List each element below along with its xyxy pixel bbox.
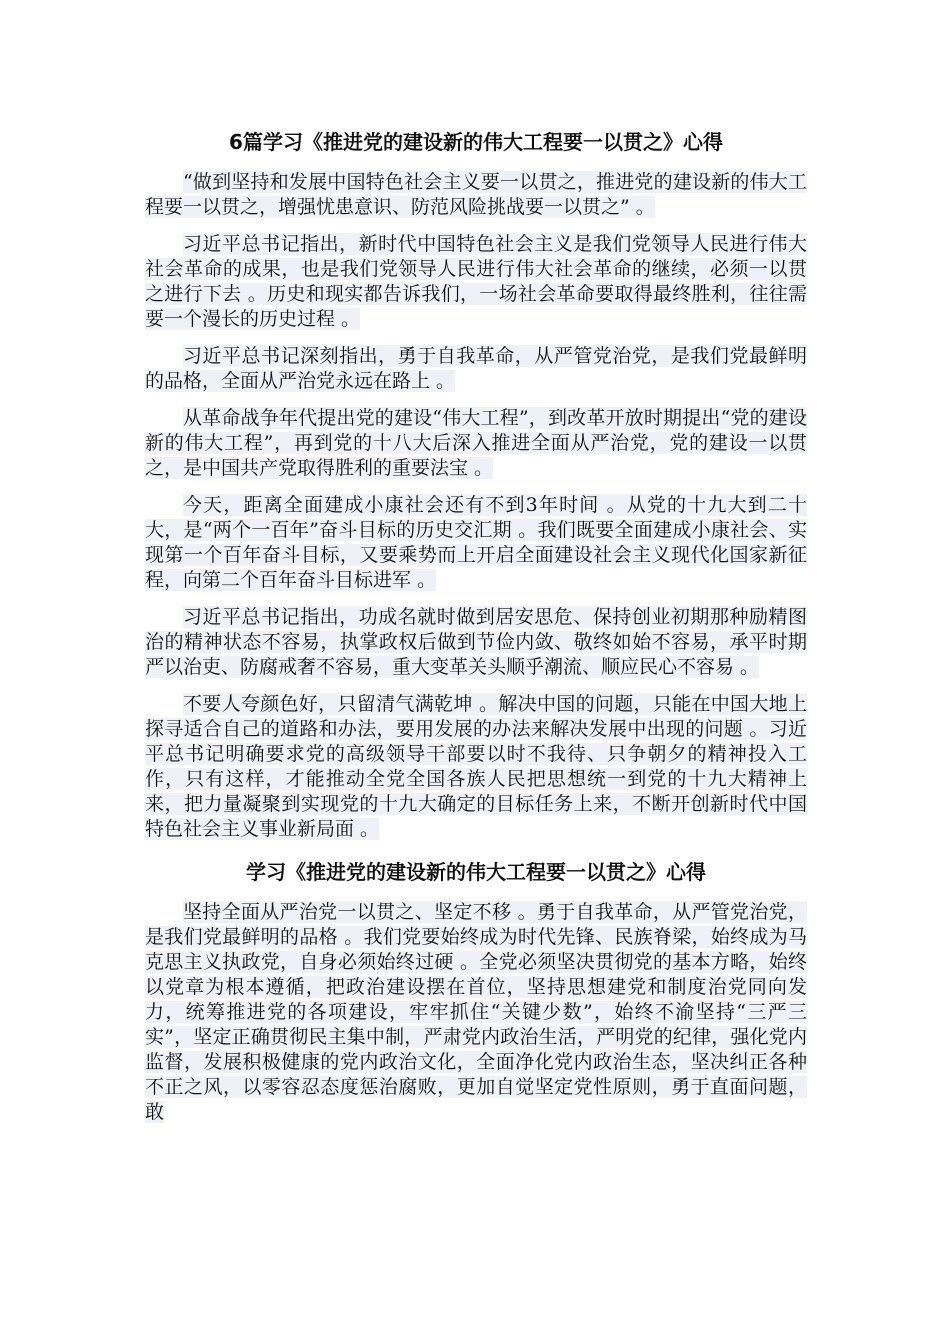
paragraph-text: 坚持全面从严治党一以贯之、坚定不移 。勇于自我革命，从严管党治党，是我们党最鲜明的品格 。我们党要始终成为时代先锋、民族脊梁，始终成为马克思主义执政党，自身必须始终过硬 。全党必须坚决贯彻党的基本方略，始终以党章为根本遵循，把政治建设摆在首位，坚持思想建党和制度治党同向发力，统筹推进党的各项建设，牢牢抓住“关键少数”，始终不渝坚持“三严三实”，坚定正确贯彻民主集中制，严肃党内政治生活，严明党的纪律，强化党内监督，发展积极健康的党内政治文化，全面净化党内政治生态，坚决纠正各种不正之风，以零容忍态度惩治腐败，更加自觉坚定党性原则，勇于直面问题，敢 xyxy=(145,901,807,1123)
document-title-2: 学习《推进党的建设新的伟大工程要一以贯之》心得 xyxy=(246,860,706,884)
paragraph xyxy=(145,170,807,220)
paragraph xyxy=(145,493,807,593)
paragraph-text: 今天，距离全面建成小康社会还有不到3年时间 。从党的十九大到二十大，是“两个一百年”奋斗目标的历史交汇期 。我们既要全面建成小康社会、实现第一个百年奋斗目标，又要乘势而上开启全面建设社会主义现代化国家新征程，向第二个百年奋斗目标进军 。 xyxy=(145,494,807,591)
paragraph xyxy=(145,900,807,1125)
paragraph xyxy=(145,692,807,842)
paragraph-text: 习近平总书记深刻指出，勇于自我革命，从严管党治党，是我们党最鲜明的品格，全面从严治党永远在路上 。 xyxy=(145,345,807,392)
paragraph-text: 习近平总书记指出，功成名就时做到居安思危、保持创业初期那种励精图治的精神状态不容易，执掌政权后做到节俭内敛、敬终如始不容易，承平时期严以治吏、防腐戒奢不容易，重大变革关头顺乎潮流、顺应民心不容易 。 xyxy=(145,606,807,678)
paragraph-text: 从革命战争年代提出党的建设“伟大工程”，到改革开放时期提出“党的建设新的伟大工程”，再到党的十八大后深入推进全面从严治党，党的建设一以贯之，是中国共产党取得胜利的重要法宝 。 xyxy=(145,407,807,479)
paragraph xyxy=(145,406,807,481)
paragraph-text: 习近平总书记指出，新时代中国特色社会主义是我们党领导人民进行伟大社会革命的成果，也是我们党领导人民进行伟大社会革命的继续，必须一以贯之进行下去 。历史和现实都告诉我们，一场社会革命要取得最终胜利，往往需要一个漫长的历史过程 。 xyxy=(145,233,807,330)
paragraph xyxy=(145,605,807,680)
paragraph xyxy=(145,344,807,394)
document-content xyxy=(145,128,807,1125)
paragraph-text: “做到坚持和发展中国特色社会主义要一以贯之，推进党的建设新的伟大工程要一以贯之，增强忧患意识、防范风险挑战要一以贯之” 。 xyxy=(145,171,807,218)
paragraph xyxy=(145,232,807,332)
document-title-1: 6篇学习《推进党的建设新的伟大工程要一以贯之》心得 xyxy=(229,130,723,154)
paragraph-text: 不要人夸颜色好，只留清气满乾坤 。解决中国的问题，只能在中国大地上探寻适合自己的道路和办法，要用发展的办法来解决发展中出现的问题 。习近平总书记明确要求党的高级领导干部要以时不我待、只争朝夕的精神投入工作，只有这样，才能推动全党全国各族人民把思想统一到党的十九大精神上来，把力量凝聚到实现党的十九大确定的目标任务上来，不断开创新时代中国特色社会主义事业新局面 。 xyxy=(145,693,807,840)
